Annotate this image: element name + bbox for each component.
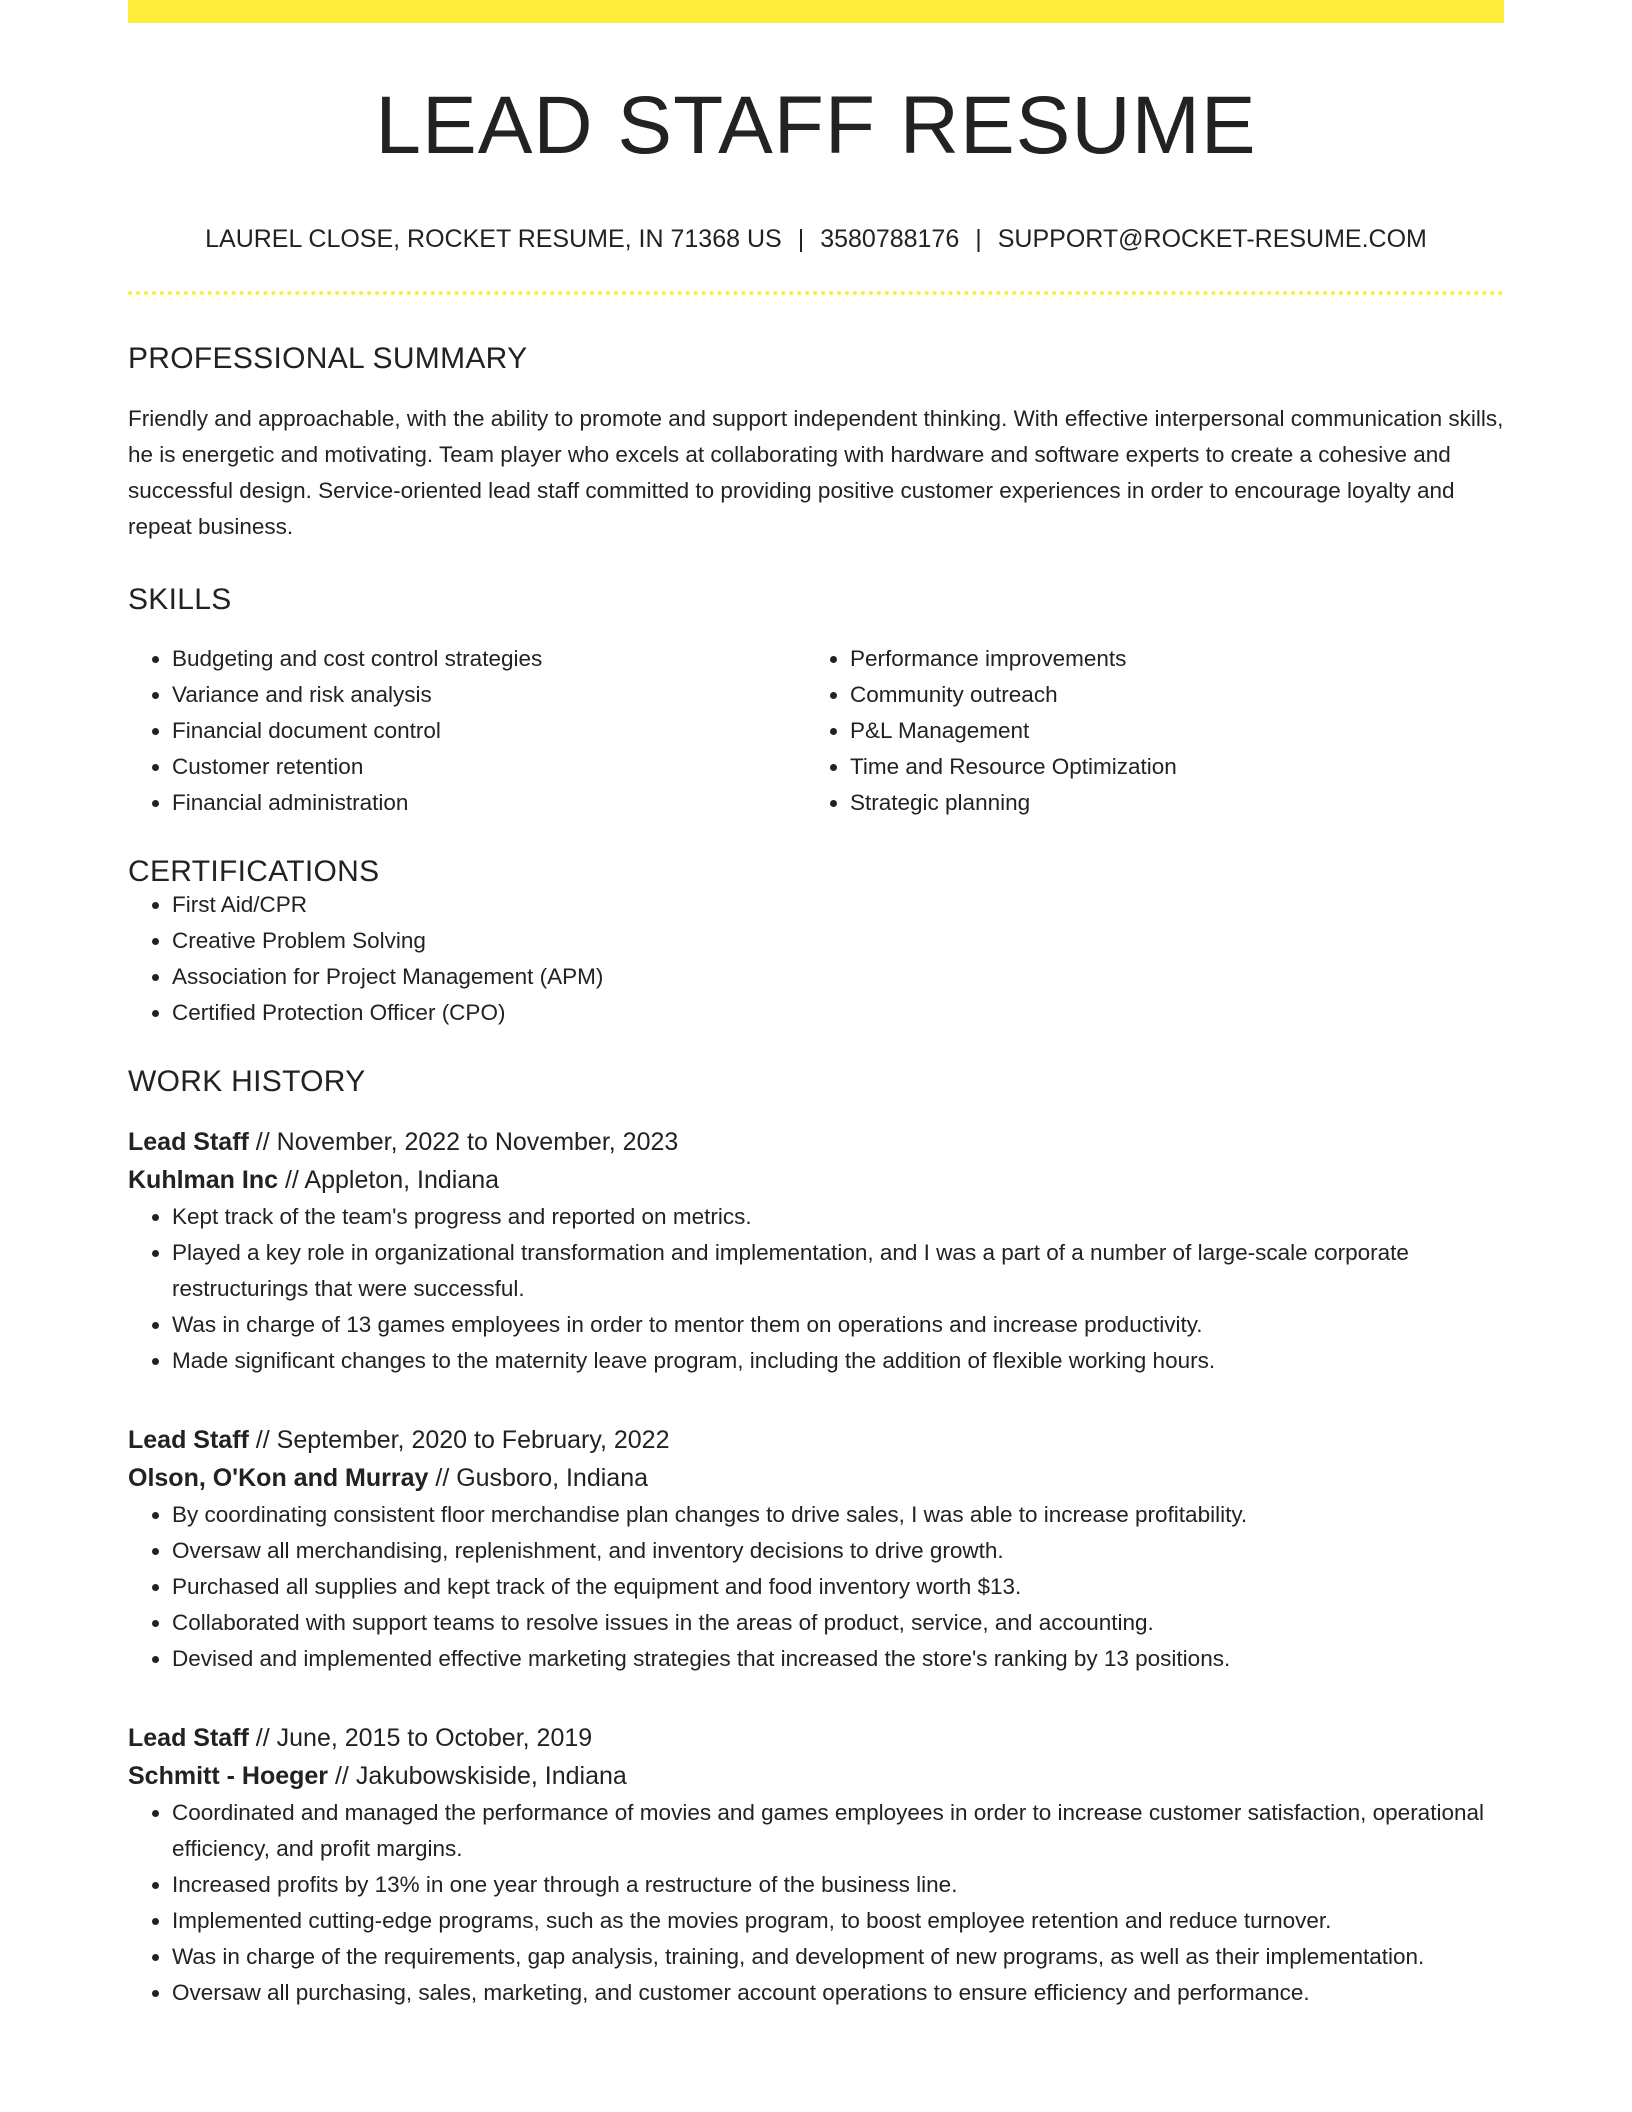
skills-heading: SKILLS <box>128 583 232 616</box>
certification-item: • Certified Protection Officer (CPO) <box>172 995 1504 1031</box>
job-bullet: • Kept track of the team's progress and reported on metrics. <box>172 1199 1504 1235</box>
skill-item: • Budgeting and cost control strategies <box>172 641 806 677</box>
job-bullet: • Collaborated with support teams to resolve issues in the areas of product, service, and accounting. <box>172 1605 1504 1641</box>
job-bullet: • Devised and implemented effective marketing strategies that increased the store's ranking by 13 positions. <box>172 1641 1504 1677</box>
job-dates: // June, 2015 to October, 2019 <box>248 1724 593 1752</box>
job-bullet: • Oversaw all merchandising, replenishment, and inventory decisions to drive growth. <box>172 1533 1504 1569</box>
job-company-line <box>128 1459 1504 1497</box>
certification-item: • Creative Problem Solving <box>172 923 1504 959</box>
job-bullet: • Purchased all supplies and kept track of the equipment and food inventory worth $13. <box>172 1569 1504 1605</box>
job-role: Lead Staff <box>128 1724 249 1752</box>
skills-list-right <box>806 641 1484 821</box>
contact-email: SUPPORT@ROCKET-RESUME.COM <box>997 225 1427 253</box>
job-location: // Appleton, Indiana <box>278 1166 500 1194</box>
job-bullet: • Was in charge of the requirements, gap analysis, training, and development of new programs, as well as their implementation. <box>172 1939 1504 1975</box>
job-company: Olson, O'Kon and Murray <box>128 1464 429 1492</box>
skill-item: • Strategic planning <box>850 785 1484 821</box>
summary-heading: PROFESSIONAL SUMMARY <box>128 342 528 375</box>
job-dates: // September, 2020 to February, 2022 <box>248 1426 670 1454</box>
work-history-heading: WORK HISTORY <box>128 1065 366 1098</box>
certifications-heading: CERTIFICATIONS <box>128 855 380 888</box>
skill-item: • Community outreach <box>850 677 1484 713</box>
contact-address: LAUREL CLOSE, ROCKET RESUME, IN 71368 US <box>205 225 782 253</box>
skill-item: • Financial administration <box>172 785 806 821</box>
skill-item: • Time and Resource Optimization <box>850 749 1484 785</box>
contact-phone: 3580788176 <box>820 225 960 253</box>
job-bullets <box>128 1795 1504 2011</box>
job-company-line <box>128 1757 1504 1795</box>
contact-line <box>128 227 1504 252</box>
job-bullet: • Was in charge of 13 games employees in order to mentor them on operations and increase productivity. <box>172 1307 1504 1343</box>
job-company: Schmitt - Hoeger <box>128 1762 329 1790</box>
skill-item: • Performance improvements <box>850 641 1484 677</box>
skill-item: • Customer retention <box>172 749 806 785</box>
certification-item: • Association for Project Management (APM) <box>172 959 1504 995</box>
skill-item: • Variance and risk analysis <box>172 677 806 713</box>
job-dates: // November, 2022 to November, 2023 <box>248 1128 679 1156</box>
job-role-line <box>128 1421 1504 1459</box>
job-bullet: • Made significant changes to the maternity leave program, including the addition of flexible working hours. <box>172 1343 1504 1379</box>
job-bullet: • Coordinated and managed the performance of movies and games employees in order to increase customer satisfaction, operational efficiency, and profit margins. <box>172 1795 1504 1867</box>
job-entry <box>128 1421 1504 1677</box>
contact-separator: | <box>975 225 982 253</box>
skills-column-left <box>128 641 806 821</box>
certification-item: • First Aid/CPR <box>172 887 1504 923</box>
skill-item: • Financial document control <box>172 713 806 749</box>
skill-item: • P&L Management <box>850 713 1484 749</box>
resume-page <box>128 0 1504 2011</box>
resume-title: LEAD STAFF RESUME <box>375 80 1257 171</box>
job-location: // Jakubowskiside, Indiana <box>328 1762 627 1790</box>
top-accent-bar <box>128 0 1504 23</box>
job-bullet: • Implemented cutting-edge programs, such as the movies program, to boost employee retention and reduce turnover. <box>172 1903 1504 1939</box>
certifications-list <box>128 887 1504 1031</box>
summary-text: Friendly and approachable, with the ability to promote and support independent thinking. With effective interpersonal communication skills, he is energetic and motivating. Team player who excels at collaborating with hardware and software experts to create a cohesive and successful design. Service-oriented lead staff committed to providing positive customer experiences in order to encourage loyalty and repeat business. <box>128 406 1504 539</box>
job-location: // Gusboro, Indiana <box>428 1464 649 1492</box>
job-bullet: • Increased profits by 13% in one year through a restructure of the business line. <box>172 1867 1504 1903</box>
job-bullets <box>128 1199 1504 1379</box>
job-role: Lead Staff <box>128 1128 249 1156</box>
job-entry <box>128 1123 1504 1379</box>
job-role-line <box>128 1123 1504 1161</box>
dotted-divider <box>128 291 1504 295</box>
job-bullet: • By coordinating consistent floor merchandise plan changes to drive sales, I was able to increase profitability. <box>172 1497 1504 1533</box>
skills-column-right <box>806 641 1484 821</box>
job-bullets <box>128 1497 1504 1677</box>
job-entry <box>128 1719 1504 2011</box>
job-bullet: • Oversaw all purchasing, sales, marketing, and customer account operations to ensure efficiency and performance. <box>172 1975 1504 2011</box>
skills-grid <box>128 641 1504 821</box>
contact-separator: | <box>797 225 805 253</box>
job-company-line <box>128 1161 1504 1199</box>
skills-list-left <box>128 641 806 821</box>
job-bullet: • Played a key role in organizational transformation and implementation, and I was a part of a number of large-scale corporate restructurings that were successful. <box>172 1235 1504 1307</box>
job-role: Lead Staff <box>128 1426 249 1454</box>
job-company: Kuhlman Inc <box>128 1166 279 1194</box>
job-role-line <box>128 1719 1504 1757</box>
